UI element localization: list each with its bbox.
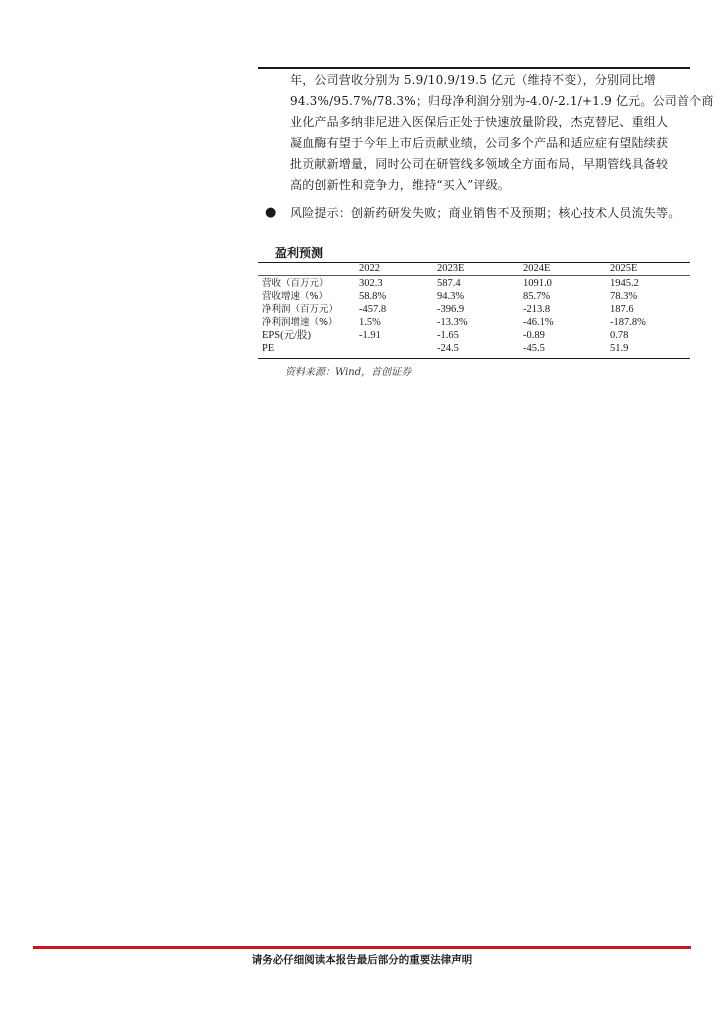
table-cell: -1.91 xyxy=(359,330,381,341)
paragraph-line: 批贡献新增量，同时公司在研管线多领域全方面布局，早期管线具备较 xyxy=(290,157,669,171)
table-cell: -213.8 xyxy=(523,304,551,315)
table-cell: -13.3% xyxy=(437,317,468,328)
risk-warning: 风险提示：创新药研发失败；商业销售不及预期；核心技术人员流失等。 xyxy=(290,206,681,220)
table-cell: 302.3 xyxy=(359,278,383,289)
table-cell: 78.3% xyxy=(610,291,638,302)
table-cell: 1091.0 xyxy=(523,278,552,289)
table-cell: 1945.2 xyxy=(610,278,639,289)
forecast-title: 盈利预测 xyxy=(275,246,324,260)
table-cell: 1.5% xyxy=(359,317,381,328)
table-cell: -0.89 xyxy=(523,330,545,341)
bullet-icon: ● xyxy=(265,205,277,220)
table-cell: 187.6 xyxy=(610,304,634,315)
column-header: 2025E xyxy=(610,263,638,274)
column-header xyxy=(262,263,359,275)
table-row xyxy=(262,303,690,316)
row-label: EPS(元/股) xyxy=(262,330,312,341)
table-cell: -457.8 xyxy=(359,304,387,315)
paragraph-line: 业化产品多纳非尼进入医保后正处于快速放量阶段，杰克替尼、重组人 xyxy=(290,115,669,129)
table-cell: 85.7% xyxy=(523,291,551,302)
row-label: 净利润（百万元） xyxy=(262,304,339,315)
table-row xyxy=(262,290,690,303)
table-cell: 58.8% xyxy=(359,291,387,302)
table-row xyxy=(262,275,690,290)
table-cell: -187.8% xyxy=(610,317,646,328)
table-cell: -45.5 xyxy=(523,343,545,354)
rating-paragraph xyxy=(290,70,714,196)
row-label: 营收（百万元） xyxy=(262,278,329,289)
footer-disclaimer: 请务必仔细阅读本报告最后部分的重要法律声明 xyxy=(251,954,473,966)
paragraph-line: 年，公司营收分别为 5.9/10.9/19.5 亿元（维持不变），分别同比增 xyxy=(290,73,656,87)
table-row xyxy=(262,316,690,329)
column-header: 2022 xyxy=(359,263,380,274)
row-label: PE xyxy=(262,343,275,354)
paragraph-line: 94.3%/95.7%/78.3%；归母净利润分别为-4.0/-2.1/+1.9 亿元。公司首个商 xyxy=(290,94,714,108)
table-cell xyxy=(359,342,437,355)
table-cell: -24.5 xyxy=(437,343,459,354)
table-bottom-rule xyxy=(258,358,690,359)
table-cell: -396.9 xyxy=(437,304,465,315)
paragraph-line: 凝血酶有望于今年上市后贡献业绩，公司多个产品和适应症有望陆续获 xyxy=(290,136,669,150)
table-cell: 94.3% xyxy=(437,291,465,302)
footer-rule xyxy=(33,946,691,949)
table-cell: 0.78 xyxy=(610,330,629,341)
paragraph-line: 高的创新性和竞争力，维持“买入”评级。 xyxy=(290,178,511,192)
table-cell: 51.9 xyxy=(610,343,629,354)
data-source-note: 资料来源：Wind，首创证券 xyxy=(285,367,412,378)
forecast-table xyxy=(262,263,690,355)
table-row xyxy=(262,342,690,355)
table-header-row xyxy=(262,263,690,275)
row-label: 营收增速（%） xyxy=(262,291,329,302)
table-row xyxy=(262,329,690,342)
table-cell: 587.4 xyxy=(437,278,461,289)
table-cell: -1.65 xyxy=(437,330,459,341)
column-header: 2024E xyxy=(523,263,551,274)
top-rule xyxy=(258,67,690,69)
row-label: 净利润增速（%） xyxy=(262,317,338,328)
column-header: 2023E xyxy=(437,263,465,274)
table-cell: -46.1% xyxy=(523,317,554,328)
